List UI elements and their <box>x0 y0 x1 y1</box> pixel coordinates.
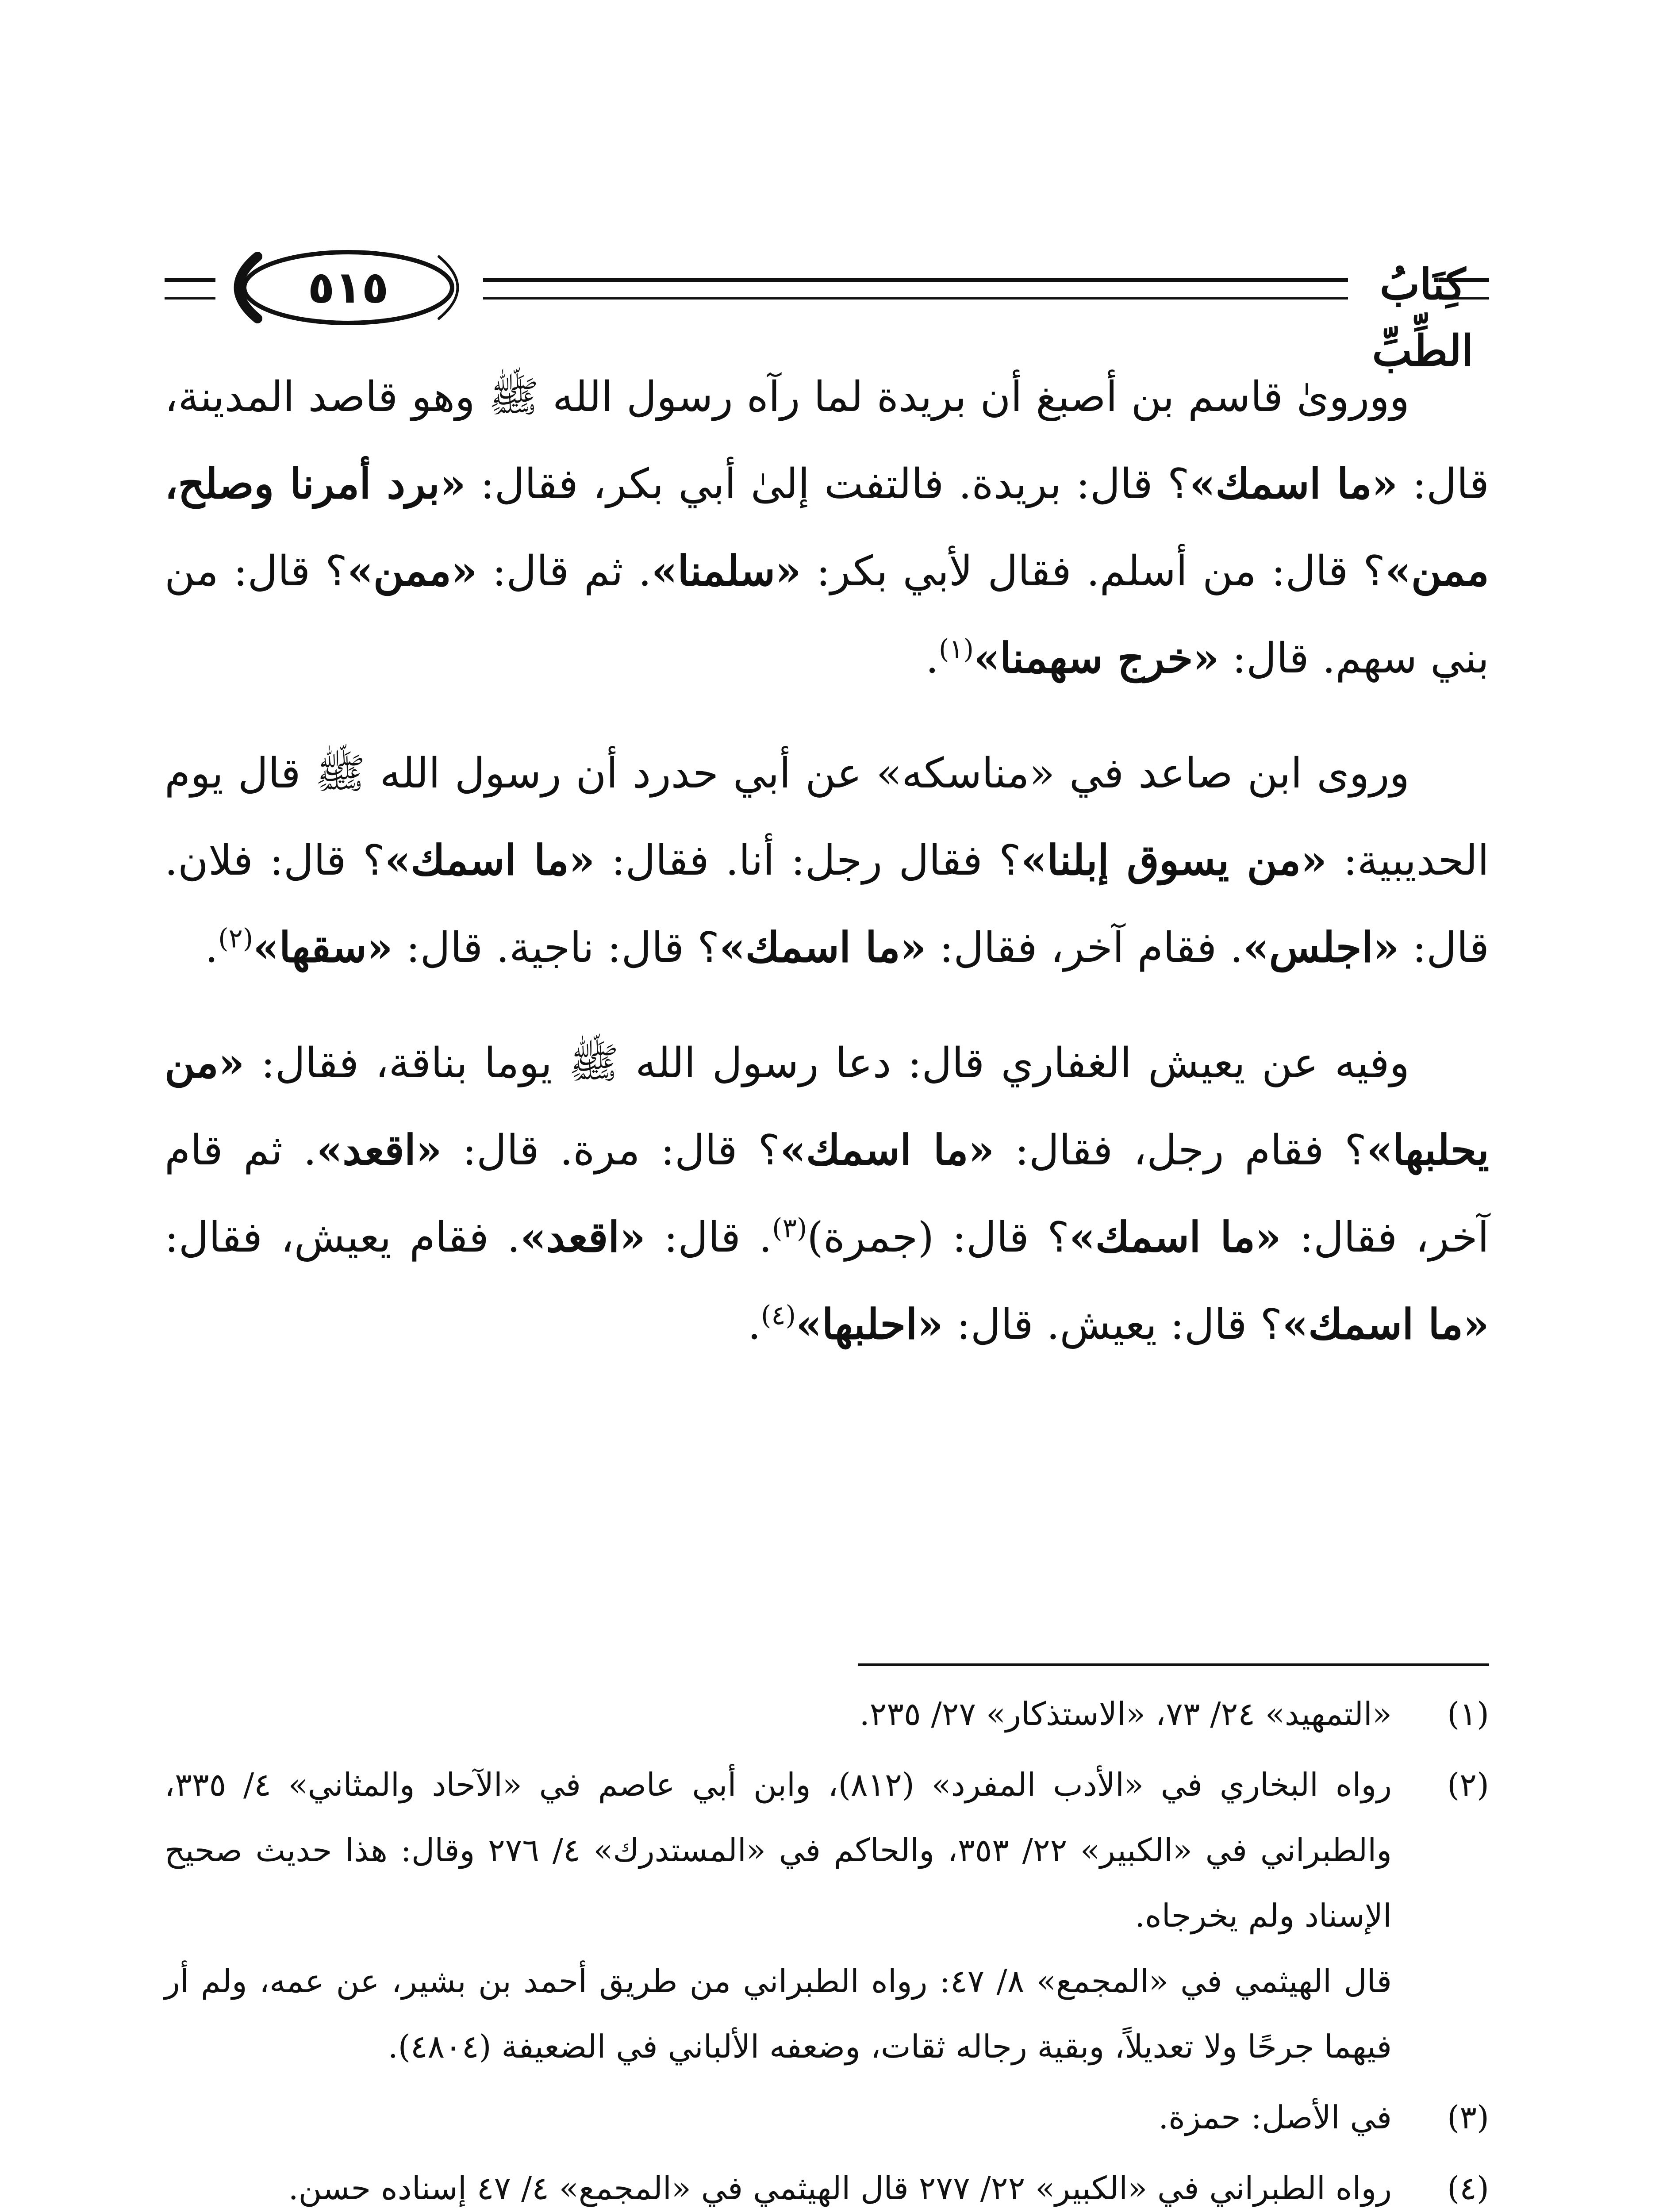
quoted-speech: «اجلس» <box>1243 923 1399 972</box>
footnote-text: في الأصل: حمزة. <box>1158 2099 1392 2136</box>
sentence-end: . <box>205 924 219 972</box>
quoted-speech: «ما اسمك» <box>1069 1213 1282 1262</box>
quoted-speech: «ممن» <box>347 547 477 595</box>
page-number-badge <box>215 248 481 327</box>
footnote-separator <box>858 1663 1489 1666</box>
footnote <box>165 2085 1489 2150</box>
footnote-number: (٢) <box>1447 1766 1489 1803</box>
header-rule <box>483 278 1348 282</box>
text-run: ؟ قال: من بني سهم. قال: <box>165 547 1489 683</box>
text-run: ؟ قال: يعيش. قال: <box>943 1301 1283 1349</box>
footnotes <box>165 1681 1489 2212</box>
text-run: . فقام آخر، فقال: <box>926 924 1243 972</box>
quoted-speech: «سقها» <box>253 923 393 972</box>
quoted-speech: «ما اسمك» <box>1189 460 1398 508</box>
footnote <box>165 1752 1489 2079</box>
footnote-text: رواه الطبراني في «الكبير» ٢٢/ ٢٧٧ قال الهيثمي في «المجمع» ٤/ ٤٧ إسناده حسن. <box>288 2170 1392 2207</box>
text-run: . ثم قال: <box>477 547 652 595</box>
running-header <box>165 248 1489 376</box>
text-run: وفيه عن يعيش الغفاري قال: دعا رسول الله ﷺ يوما بناقة، فقال: <box>244 1039 1409 1087</box>
text-run: ؟ قال: فلان. قال: <box>165 837 1489 972</box>
quoted-speech: «من يحلبها» <box>165 1039 1490 1175</box>
footnote-number: (١) <box>1447 1695 1489 1732</box>
text-run: ؟ قال: بريدة. فالتفت إلىٰ أبي بكر، فقال: <box>465 460 1190 508</box>
quoted-speech: «ما اسمك» <box>780 1126 995 1175</box>
main-text <box>165 354 1489 1397</box>
page-number: ٥١٥ <box>307 261 389 313</box>
footnote-number: (٤) <box>1447 2170 1489 2207</box>
footnote-ref: (١) <box>939 634 974 665</box>
text-run: وروى ابن صاعد في «مناسكه» عن أبي حدرد أن رسول الله ﷺ قال يوم الحديبية: <box>165 749 1489 885</box>
quoted-speech: «اقعد» <box>520 1213 646 1262</box>
quoted-speech: «ما اسمك» <box>1282 1300 1489 1349</box>
footnote-text: «التمهيد» ٢٤/ ٧٣، «الاستذكار» ٢٧/ ٢٣٥. <box>859 1695 1392 1732</box>
footnote-text: قال الهيثمي في «المجمع» ٨/ ٤٧: رواه الطبراني من طريق أحمد بن بشير، عن عمه، ولم أر فيهما جرحًا ولا تعديلاً، وبقية رجاله ثقات، وضعفه الألباني في الضعيفة (٤٨٠٤). <box>165 1962 1392 2065</box>
text-run: ؟ فقام رجل، فقال: <box>994 1126 1367 1175</box>
text-run: . ثم قام آخر، فقال: <box>165 1126 1490 1262</box>
quoted-speech: «من يسوق إبلنا» <box>1021 836 1327 885</box>
text-run: ؟ قال: من أسلم. فقال لأبي بكر: <box>801 547 1385 595</box>
paragraph <box>165 1020 1489 1368</box>
running-title: كِتَابُ الطِّبِّ <box>1372 259 1474 376</box>
footnote <box>165 2155 1489 2212</box>
text-run: ؟ قال: مرة. قال: <box>442 1126 780 1175</box>
text-run: . قال: <box>645 1214 772 1262</box>
quoted-speech: «ما اسمك» <box>719 923 926 972</box>
text-run: . فقام يعيش، فقال: <box>165 1214 521 1262</box>
footnote-text: رواه البخاري في «الأدب المفرد» (٨١٢)، وابن أبي عاصم في «الآحاد والمثاني» ٤/ ٣٣٥، والطبراني في «الكبير» ٢٢/ ٣٥٣، والحاكم في «المستدرك» ٤/ ٢٧٦ وقال: هذا حديث صحيح الإسناد ولم يخرجاه. <box>165 1766 1392 1934</box>
footnote-number: (٣) <box>1447 2099 1489 2136</box>
text-run: ؟ قال: ناجية. قال: <box>392 924 719 972</box>
text-run: ووروىٰ قاسم بن أصبغ أن بريدة لما رآه رسول الله ﷺ وهو قاصد المدينة، قال: <box>165 373 1490 508</box>
quoted-speech: «خرج سهمنا» <box>974 634 1219 683</box>
sentence-end: . <box>748 1301 761 1349</box>
quoted-speech: «سلمنا» <box>651 547 802 595</box>
quoted-speech: «اقعد» <box>316 1126 442 1175</box>
quoted-speech: «ما اسمك» <box>384 836 595 885</box>
sentence-end: . <box>926 634 939 683</box>
header-rule <box>483 297 1348 300</box>
footnote-ref: (٤) <box>760 1300 796 1331</box>
footnote-ref: (٣) <box>772 1213 807 1244</box>
text-run: ؟ قال: (جمرة) <box>807 1214 1070 1262</box>
header-rule <box>165 297 215 300</box>
text-run: ؟ فقال رجل: أنا. فقال: <box>595 837 1021 885</box>
paragraph <box>165 354 1489 702</box>
footnote <box>165 1681 1489 1747</box>
quoted-speech: «احلبها» <box>796 1300 944 1349</box>
quoted-speech: «برد أمرنا وصلح، ممن» <box>165 460 1489 595</box>
footnote-ref: (٢) <box>218 923 253 954</box>
header-rule <box>165 278 215 282</box>
paragraph <box>165 730 1489 991</box>
